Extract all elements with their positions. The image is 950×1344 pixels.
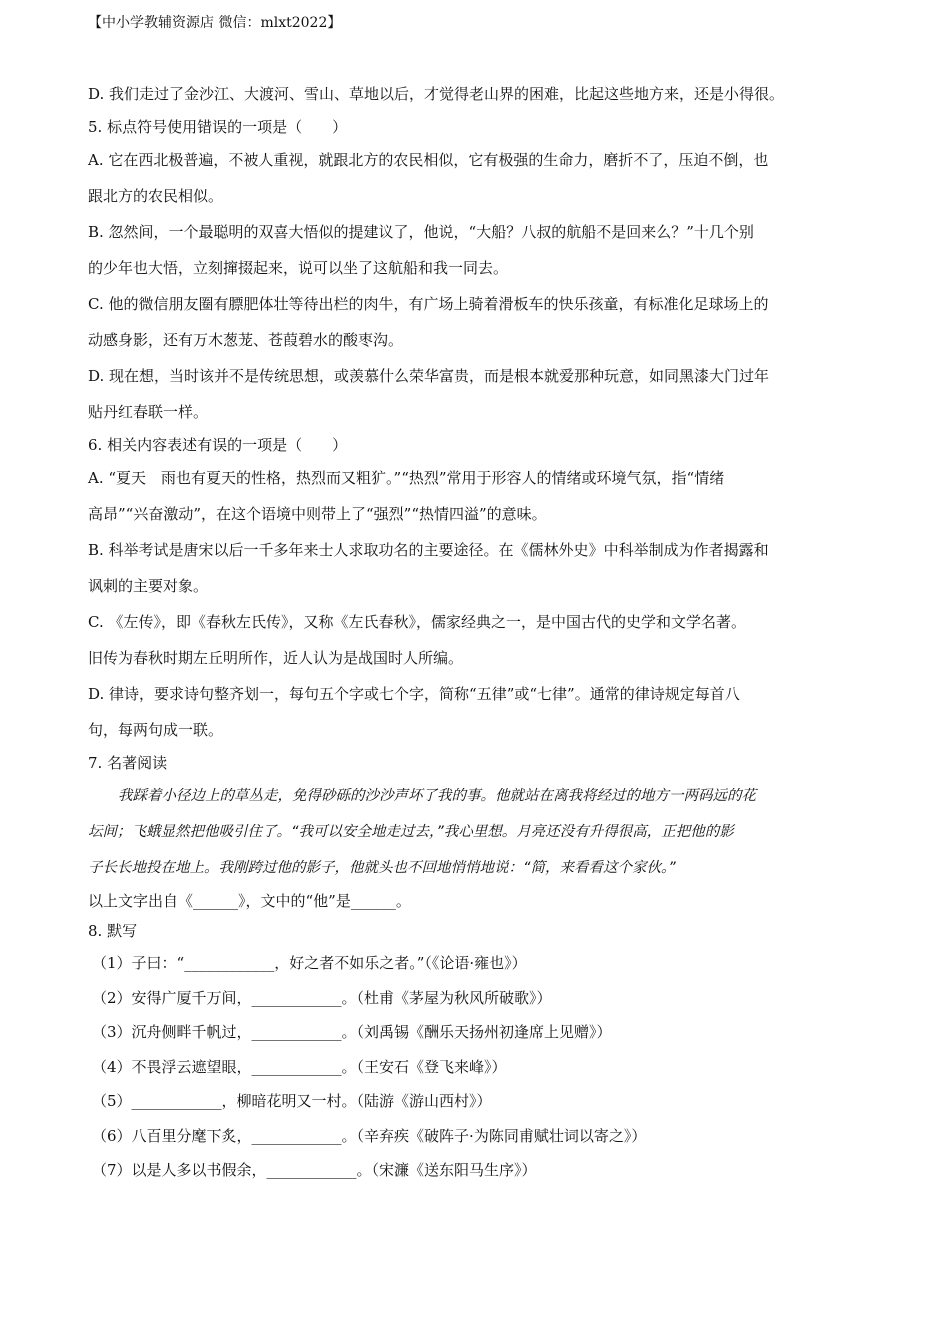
text-line: （3）沉舟侧畔千帆过，____________。（刘禹锡《酬乐天扬州初逢席上见赠》） <box>92 1023 612 1041</box>
text-line: A. 它在西北极普遍，不被人重视，就跟北方的农民相似，它有极强的生命力，磨折不了，压迫不倒，也 <box>88 151 769 169</box>
text-line: （2）安得广厦千万间，____________。（杜甫《茅屋为秋风所破歌》） <box>92 988 552 1007</box>
text-line: （6）八百里分麾下炙，____________。（辛弃疾《破阵子·为陈同甫赋壮词以寄之》） <box>92 1126 647 1145</box>
text-line: 5. 标点符号使用错误的一项是（ ） <box>88 118 348 136</box>
text-line: C. 他的微信朋友圈有膘肥体壮等待出栏的肉牛，有广场上骑着滑板车的快乐孩童，有标准化足球场上的 <box>88 295 769 313</box>
text-line: 的少年也大悟，立刻撺掇起来，说可以坐了这航船和我一同去。 <box>88 259 509 277</box>
text-line: 我踩着小径边上的草丛走，免得砂砾的沙沙声坏了我的事。他就站在离我将经过的地方一两码远的花 <box>118 788 756 804</box>
text-line: A. “夏天 雨也有夏天的性格，热烈而又粗犷。”“热烈”常用于形容人的情绪或环境气氛，指“情绪 <box>88 469 725 487</box>
text-line: 坛间；飞蛾显然把他吸引住了。“我可以安全地走过去，”我心里想。月亮还没有升得很高，正把他的影 <box>88 824 734 840</box>
text-line: （7）以是人多以书假余，____________。（宋濂《送东阳马生序》） <box>92 1161 537 1179</box>
text-line: 动感身影，还有万木葱茏、苍葭碧水的酸枣沟。 <box>88 331 404 349</box>
text-line: 高昂”“兴奋激动”，在这个语境中则带上了“强烈”“热情四溢”的意味。 <box>88 505 547 523</box>
text-line: B. 忽然间，一个最聪明的双喜大悟似的提建议了，他说，“大船？八叔的航船不是回来么？”十几个别 <box>88 223 754 241</box>
text-line: 讽刺的主要对象。 <box>88 577 209 595</box>
text-line: 8. 默写 <box>88 922 138 940</box>
text-line: D. 现在想，当时该并不是传统思想，或羡慕什么荣华富贵，而是根本就爱那种玩意，如同黑漆大门过年 <box>88 367 770 385</box>
text-line: 旧传为春秋时期左丘明所作，近人认为是战国时人所编。 <box>88 649 464 667</box>
text-line: 贴丹红春联一样。 <box>88 403 209 421</box>
text-line: D. 我们走过了金沙江、大渡河、雪山、草地以后，才觉得老山界的困难，比起这些地方来，还是小得很。 <box>88 85 785 103</box>
text-line: D. 律诗，要求诗句整齐划一，每句五个字或七个字，简称“五律”或“七律”。通常的律诗规定每首八 <box>88 685 740 703</box>
text-line: B. 科举考试是唐宋以后一千多年来士人求取功名的主要途径。在《儒林外史》中科举制成为作者揭露和 <box>88 541 769 559</box>
document-body <box>88 76 864 1188</box>
text-line: 以上文字出自《______》，文中的“他”是______。 <box>88 892 411 910</box>
text-line: （5）____________，柳暗花明又一村。（陆游《游山西村》） <box>92 1092 492 1110</box>
text-line: （1）子曰：“____________，好之者不如乐之者。”（《论语·雍也》） <box>92 954 527 972</box>
text-line: 子长长地投在地上。我刚跨过他的影子，他就头也不回地悄悄地说：“简，来看看这个家伙。” <box>88 860 676 876</box>
page-header: 【中小学教辅资源店 微信：mlxt2022】 <box>88 15 342 31</box>
text-line: 6. 相关内容表述有误的一项是（ ） <box>88 436 348 454</box>
text-line: （4）不畏浮云遮望眼，____________。（王安石《登飞来峰》） <box>92 1057 507 1076</box>
text-line: 7. 名著阅读 <box>88 754 168 772</box>
text-line: C. 《左传》，即《春秋左氏传》，又称《左氏春秋》，儒家经典之一，是中国古代的史学和文学名著。 <box>88 613 746 631</box>
text-line: 跟北方的农民相似。 <box>88 187 224 205</box>
text-line: 句，每两句成一联。 <box>88 721 224 739</box>
